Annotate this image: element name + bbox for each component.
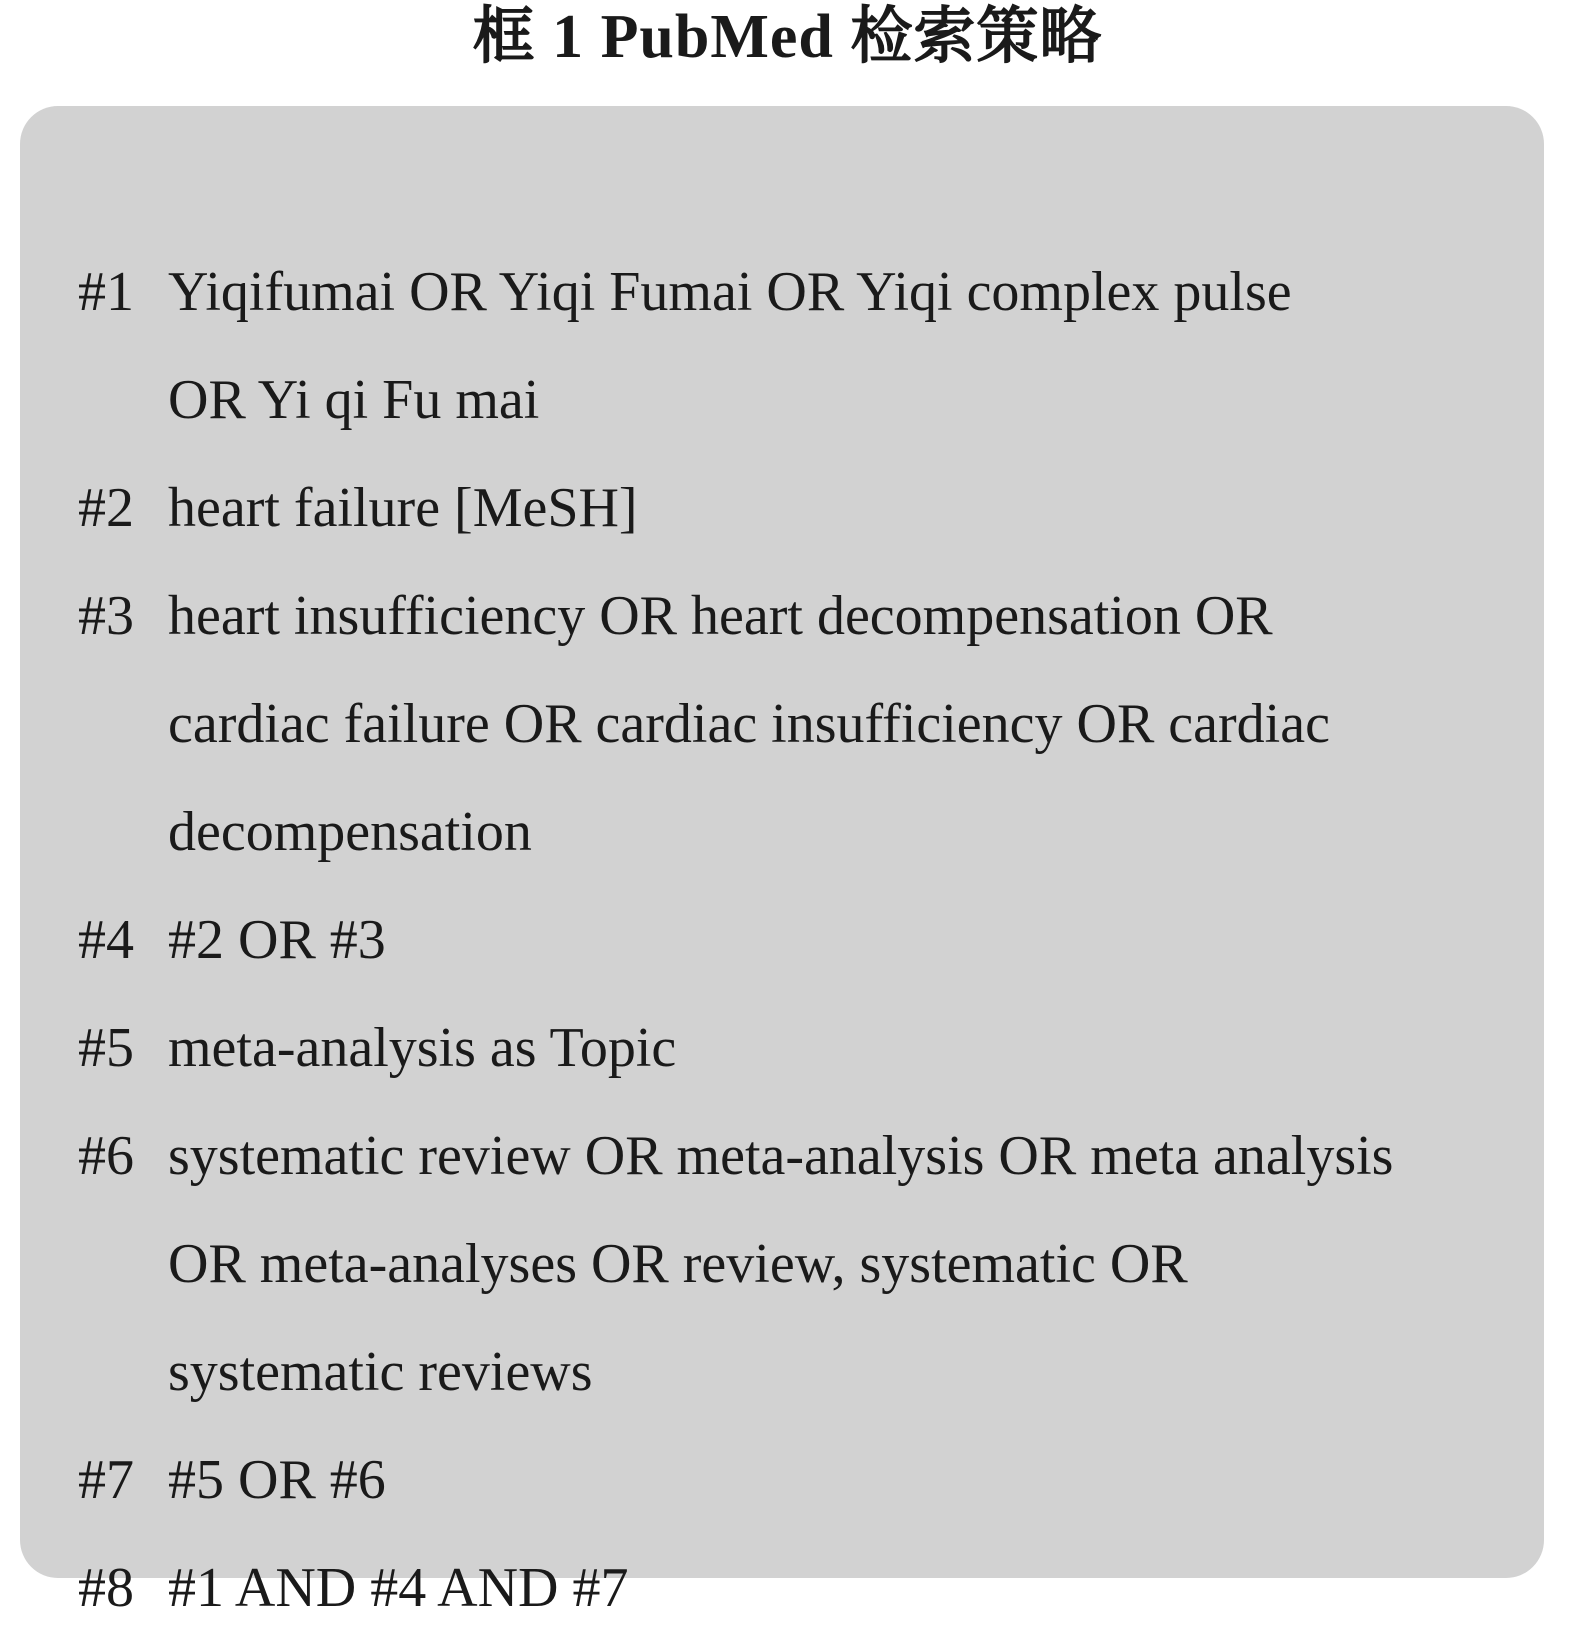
query-line: meta-analysis as Topic (168, 1017, 677, 1079)
entry-number: #7 (78, 1449, 134, 1511)
entry-number: #1 (78, 261, 134, 323)
entry-query (168, 994, 1488, 1102)
query-line: systematic review OR meta-analysis OR meta analysis (168, 1125, 1394, 1187)
entry-query (168, 1534, 1488, 1642)
query-line: OR Yi qi Fu mai (168, 369, 540, 431)
entry-query (168, 562, 1488, 886)
entry-number: #2 (78, 477, 134, 539)
query-line: #2 OR #3 (168, 909, 386, 971)
query-line: OR meta-analyses OR review, systematic OR (168, 1233, 1188, 1295)
entry-number: #8 (78, 1557, 134, 1619)
entry-query (168, 1102, 1488, 1426)
box-title: 框 1 PubMed 检索策略 (472, 3, 1103, 71)
search-entry-8 (20, 1534, 1544, 1642)
entry-number: #6 (78, 1125, 134, 1187)
search-entry-1 (20, 238, 1544, 454)
query-line: cardiac failure OR cardiac insufficiency OR cardiac (168, 693, 1330, 755)
query-line: heart failure [MeSH] (168, 477, 638, 539)
search-entry-6 (20, 1102, 1544, 1426)
entry-number: #5 (78, 1017, 134, 1079)
search-entry-4 (20, 886, 1544, 994)
query-line: heart insufficiency OR heart decompensation OR (168, 585, 1273, 647)
query-line: #5 OR #6 (168, 1449, 386, 1511)
entry-number: #3 (78, 585, 134, 647)
query-line: decompensation (168, 801, 532, 863)
entry-query (168, 238, 1488, 454)
search-strategy-panel (20, 106, 1544, 1619)
entry-query (168, 454, 1488, 562)
query-line: Yiqifumai OR Yiqi Fumai OR Yiqi complex pulse (168, 261, 1292, 323)
search-entry-3 (20, 562, 1544, 886)
search-entry-5 (20, 994, 1544, 1102)
search-entry-2 (20, 454, 1544, 562)
query-line: #1 AND #4 AND #7 (168, 1557, 629, 1619)
entry-query (168, 886, 1488, 994)
search-entry-7 (20, 1426, 1544, 1534)
entry-number: #4 (78, 909, 134, 971)
query-line: systematic reviews (168, 1341, 593, 1403)
entry-query (168, 1426, 1488, 1534)
